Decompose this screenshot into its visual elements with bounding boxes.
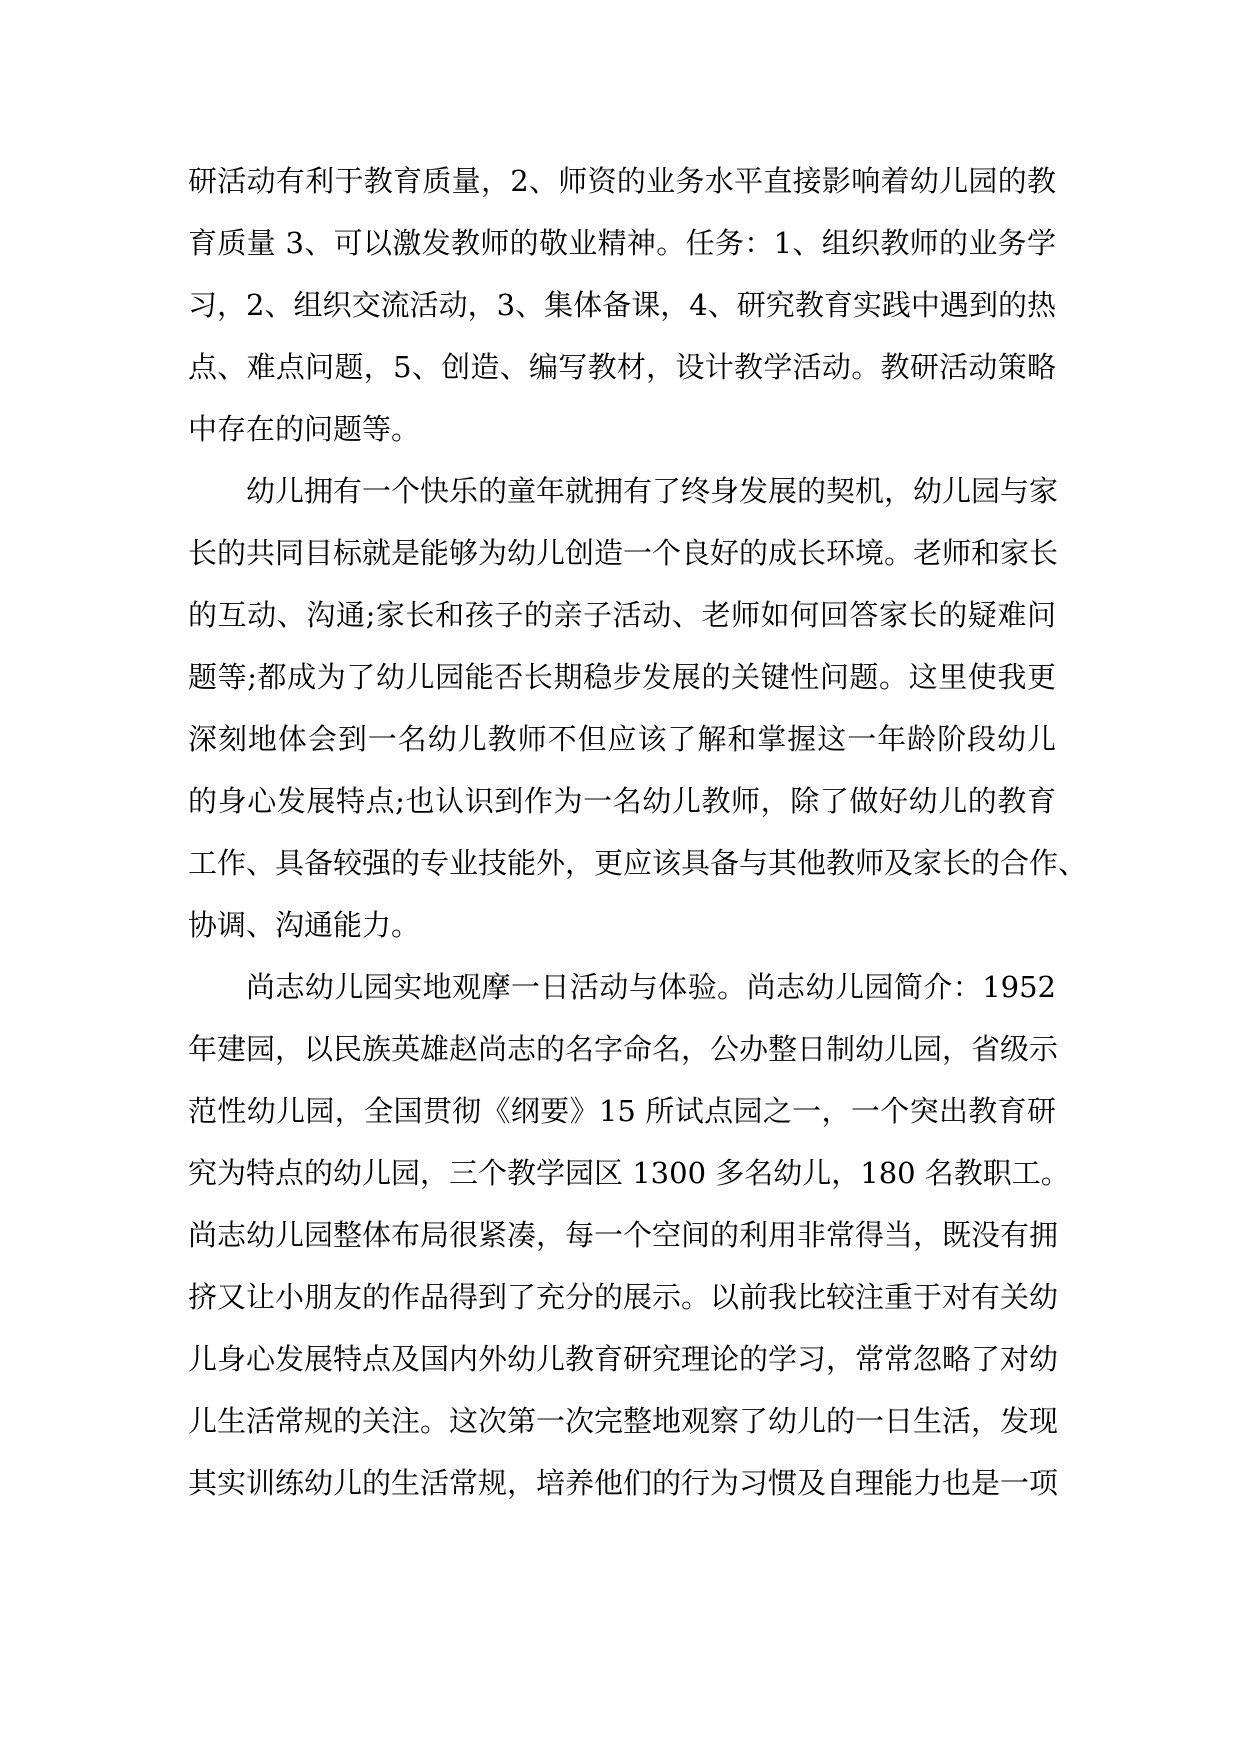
- text-line: 协调、沟通能力。: [188, 908, 421, 942]
- text-line: 习，2、组织交流活动，3、集体备课，4、研究教育实践中遇到的热: [188, 288, 1056, 322]
- paragraph: [188, 460, 1088, 956]
- text-line: 工作、具备较强的专业技能外，更应该具备与其他教师及家长的合作、: [188, 846, 1088, 880]
- text-line: 尚志幼儿园整体布局很紧凑，每一个空间的利用非常得当，既没有拥: [188, 1218, 1059, 1252]
- text-line: 其实训练幼儿的生活常规，培养他们的行为习惯及自理能力也是一项: [188, 1466, 1059, 1500]
- body-text: [188, 150, 1088, 1514]
- paragraph: [188, 150, 1056, 460]
- text-line: 幼儿拥有一个快乐的童年就拥有了终身发展的契机，幼儿园与家: [246, 474, 1059, 508]
- text-line: 长的共同目标就是能够为幼儿创造一个良好的成长环境。老师和家长: [188, 536, 1059, 570]
- text-line: 点、难点问题，5、创造、编写教材，设计教学活动。教研活动策略: [188, 350, 1056, 384]
- text-line: 儿身心发展特点及国内外幼儿教育研究理论的学习，常常忽略了对幼: [188, 1342, 1059, 1376]
- text-line: 尚志幼儿园实地观摩一日活动与体验。尚志幼儿园简介：1952: [246, 970, 1056, 1004]
- text-line: 中存在的问题等。: [188, 412, 421, 446]
- text-line: 究为特点的幼儿园，三个教学园区 1300 多名幼儿，180 名教职工。: [188, 1156, 1070, 1190]
- text-line: 育质量 3、可以激发教师的敬业精神。任务：1、组织教师的业务学: [188, 226, 1056, 260]
- text-line: 深刻地体会到一名幼儿教师不但应该了解和掌握这一年龄阶段幼儿: [188, 722, 1056, 756]
- text-line: 年建园，以民族英雄赵尚志的名字命名，公办整日制幼儿园，省级示: [188, 1032, 1059, 1066]
- text-line: 的互动、沟通;家长和孩子的亲子活动、老师如何回答家长的疑难问: [188, 598, 1056, 632]
- text-line: 研活动有利于教育质量，2、师资的业务水平直接影响着幼儿园的教: [188, 164, 1056, 198]
- text-line: 题等;都成为了幼儿园能否长期稳步发展的关键性问题。这里使我更: [188, 660, 1056, 694]
- text-line: 挤又让小朋友的作品得到了充分的展示。以前我比较注重于对有关幼: [188, 1280, 1059, 1314]
- paragraph: [188, 956, 1070, 1514]
- text-line: 范性幼儿园，全国贯彻《纲要》15 所试点园之一，一个突出教育研: [188, 1094, 1056, 1128]
- text-line: 的身心发展特点;也认识到作为一名幼儿教师，除了做好幼儿的教育: [188, 784, 1056, 818]
- text-line: 儿生活常规的关注。这次第一次完整地观察了幼儿的一日生活，发现: [188, 1404, 1059, 1438]
